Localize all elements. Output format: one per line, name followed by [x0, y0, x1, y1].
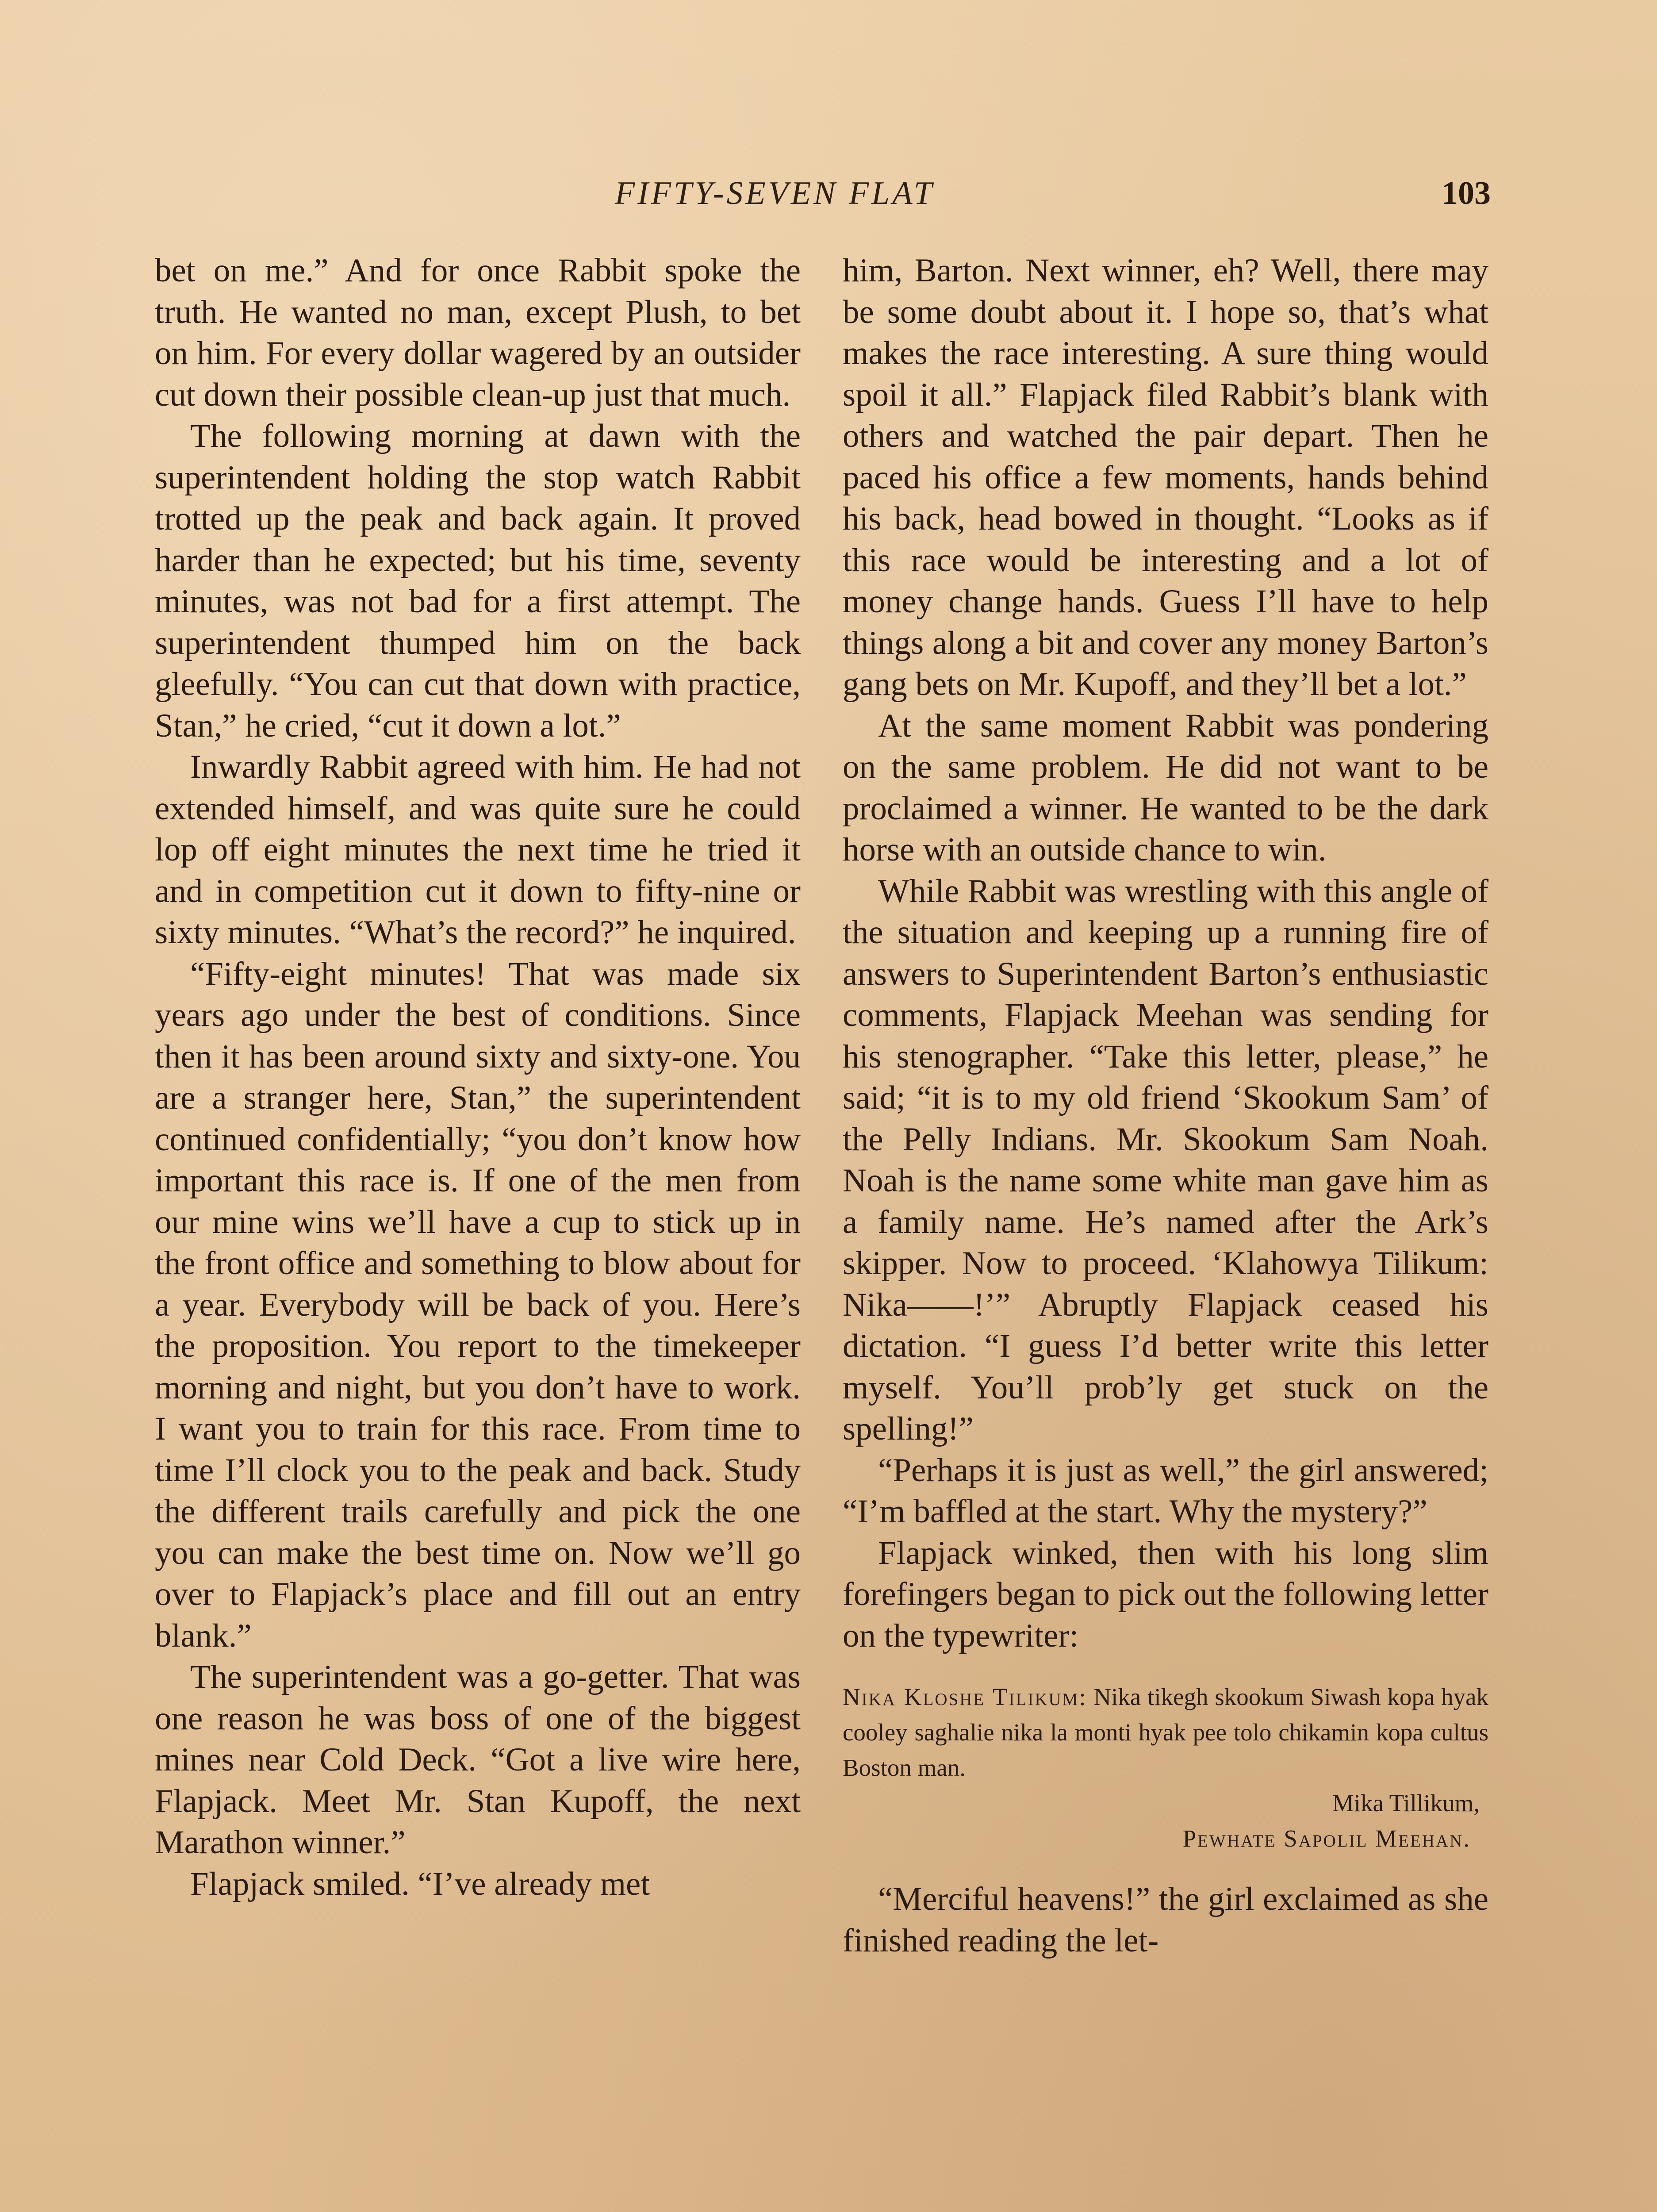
- letter-signature: Pewhate Sapolil Meehan.: [1182, 1825, 1471, 1852]
- paragraph: Flapjack smiled. “I’ve already met: [190, 1865, 650, 1902]
- letter-salutation: Nika Kloshe Tilikum:: [843, 1683, 1087, 1710]
- letter-body: Nika tikegh skookum Siwash kopa hyak cooley saghalie nika la monti hyak pee tolo chikamin kopa cultus Boston man.: [843, 1683, 1489, 1781]
- typed-letter: [843, 1679, 1488, 1856]
- paragraph: Inwardly Rabbit agreed with him. He had not extended himself, and was quite sure he could lop off eight minutes the next time he tried it and in competition cut it down to fifty-nine or sixty minutes. “What’s the record?” he inquired.: [155, 749, 801, 951]
- paragraph: bet on me.” And for once Rabbit spoke the truth. He wanted no man, except Plush, to bet on him. For every dollar wagered by an outsider cut down their possible clean-up just that much.: [155, 252, 801, 413]
- running-title: FIFTY-SEVEN FLAT: [615, 175, 935, 211]
- paragraph: While Rabbit was wrestling with this angle of the situation and keeping up a running fire of answers to Superintendent Barton’s enthusiastic comments, Flapjack Meehan was sending for his stenographer. “Take this letter, please,” he said; “it is to my old friend ‘Skookum Sam’ of the Pelly Indians. Mr. Skookum Sam Noah. Noah is the name some white man gave him as a family name. He’s named after the Ark’s skipper. Now to proceed. ‘Klahowya Tilikum: Nika——!’” Abruptly Flapjack ceased his dictation. “I guess I’d better write this letter myself. You’ll prob’ly get stuck on the spelling!”: [843, 872, 1488, 1447]
- paragraph: him, Barton. Next winner, eh? Well, there may be some doubt about it. I hope so, that’s what makes the race interesting. A sure thing would spoil it all.” Flapjack filed Rabbit’s blank with others and watched the pair depart. Then he paced his office a few moments, hands behind his back, head bowed in thought. “Looks as if this race would be interesting and a lot of money change hands. Guess I’ll have to help things along a bit and cover any money Barton’s gang bets on Mr. Kupoff, and they’ll bet a lot.”: [843, 252, 1488, 703]
- paragraph: “Perhaps it is just as well,” the girl answered; “I’m baffled at the start. Why the mystery?”: [843, 1452, 1488, 1530]
- paragraph: “Merciful heavens!” the girl exclaimed as she finished reading the let-: [843, 1881, 1488, 1959]
- left-column: [155, 250, 801, 1905]
- paragraph: The following morning at dawn with the superintendent holding the stop watch Rabbit trotted up the peak and back again. It proved harder than he expected; but his time, seventy minutes, was not bad for a first attempt. The superintendent thumped him on the back gleefully. “You can cut that down with practice, Stan,” he cried, “cut it down a lot.”: [155, 418, 801, 744]
- paragraph: Flapjack winked, then with his long slim forefingers began to pick out the following letter on the typewriter:: [843, 1534, 1488, 1654]
- page-header: [150, 175, 1491, 223]
- paragraph: At the same moment Rabbit was pondering on the same problem. He did not want to be proclaimed a winner. He wanted to be the dark horse with an outside chance to win.: [843, 707, 1488, 868]
- letter-closing: Mika Tillikum,: [1332, 1790, 1480, 1816]
- paragraph: The superintendent was a go-getter. That was one reason he was boss of one of the biggest mines near Cold Deck. “Got a live wire here, Flapjack. Meet Mr. Stan Kupoff, the next Marathon winner.”: [155, 1659, 801, 1861]
- paragraph: “Fifty-eight minutes! That was made six years ago under the best of conditions. Since then it has been around sixty and sixty-one. You are a stranger here, Stan,” the superintendent continued confidentially; “you don’t know how important this race is. If one of the men from our mine wins we’ll have a cup to stick up in the front office and something to blow about for a year. Everybody will be back of you. Here’s the proposition. You report to the timekeeper morning and night, but you don’t have to work. I want you to train for this race. From time to time I’ll clock you to the peak and back. Study the different trails carefully and pick the one you can make the best time on. Now we’ll go over to Flapjack’s place and fill out an entry blank.”: [155, 955, 801, 1654]
- page-number: 103: [1442, 175, 1491, 211]
- right-column: [843, 250, 1488, 1961]
